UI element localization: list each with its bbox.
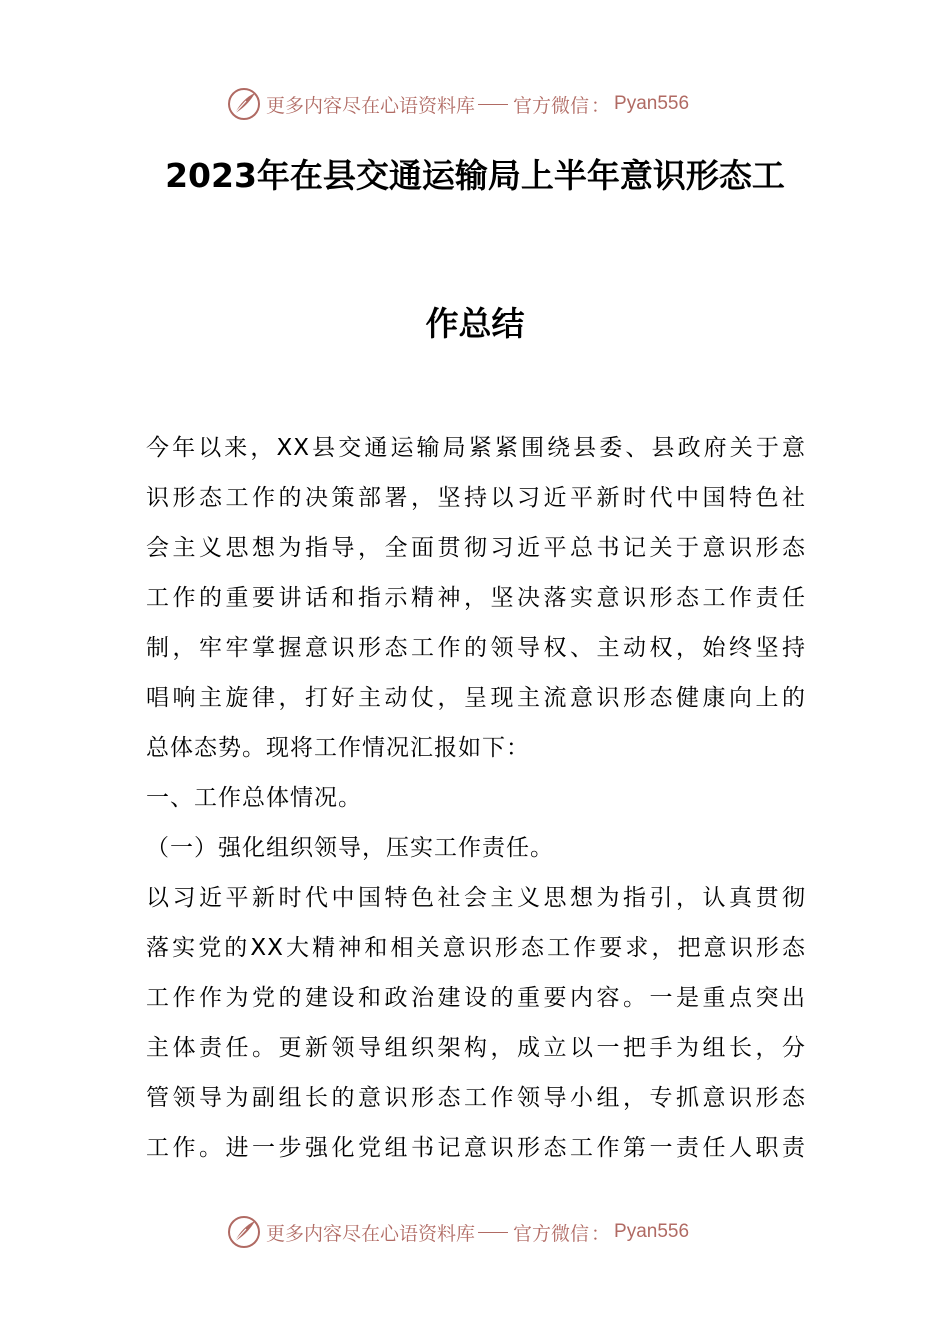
quill-logo-icon xyxy=(226,86,262,122)
watermark-text: 更多内容尽在心语资料库 xyxy=(266,94,476,117)
body-line: 工作作为党的建设和政治建设的重要内容。一是重点突出 xyxy=(146,985,806,1011)
wechat-id: Pyan556 xyxy=(614,93,690,114)
body-line: 工作。进一步强化党组书记意识形态工作第一责任人职责 xyxy=(146,1135,806,1161)
watermark-footer xyxy=(226,1212,746,1252)
body-line: 唱响主旋律，打好主动仗，呈现主流意识形态健康向上的 xyxy=(146,685,806,711)
watermark-text: 更多内容尽在心语资料库 xyxy=(266,1222,476,1245)
body-line: 主体责任。更新领导组织架构，成立以一把手为组长，分 xyxy=(146,1035,806,1061)
document-body xyxy=(146,423,806,1173)
body-line: 以习近平新时代中国特色社会主义思想为指引，认真贯彻 xyxy=(146,885,806,911)
section-heading: 一、工作总体情况。 xyxy=(146,785,362,811)
body-line: 管领导为副组长的意识形态工作领导小组，专抓意识形态 xyxy=(146,1085,806,1111)
body-line: 制，牢牢掌握意识形态工作的领导权、主动权，始终坚持 xyxy=(146,635,806,661)
body-line: 总体态势。现将工作情况汇报如下： xyxy=(146,735,530,761)
document-title-line-2: 作总结 xyxy=(425,304,525,343)
watermark-dash xyxy=(478,1232,508,1233)
watermark-header xyxy=(226,84,746,124)
wechat-colon: ： xyxy=(591,94,611,117)
body-line: 工作的重要讲话和指示精神，坚决落实意识形态工作责任 xyxy=(146,585,806,611)
quill-logo-icon xyxy=(226,1214,262,1250)
wechat-colon: ： xyxy=(591,1222,611,1245)
body-line: 会主义思想为指导，全面贯彻习近平总书记关于意识形态 xyxy=(146,535,806,561)
wechat-label: 官方微信 xyxy=(513,94,590,117)
watermark-dash xyxy=(478,104,508,105)
wechat-label: 官方微信 xyxy=(513,1222,590,1245)
subsection-heading: （一）强化组织领导，压实工作责任。 xyxy=(146,835,554,861)
body-line: 落实党的XX大精神和相关意识形态工作要求，把意识形态 xyxy=(146,935,806,961)
wechat-id: Pyan556 xyxy=(614,1221,690,1242)
body-line: 识形态工作的决策部署，坚持以习近平新时代中国特色社 xyxy=(146,485,806,511)
body-line: 今年以来，XX县交通运输局紧紧围绕县委、县政府关于意 xyxy=(146,435,806,461)
document-title-line-1: 2023年在县交通运输局上半年意识形态工 xyxy=(165,156,785,195)
